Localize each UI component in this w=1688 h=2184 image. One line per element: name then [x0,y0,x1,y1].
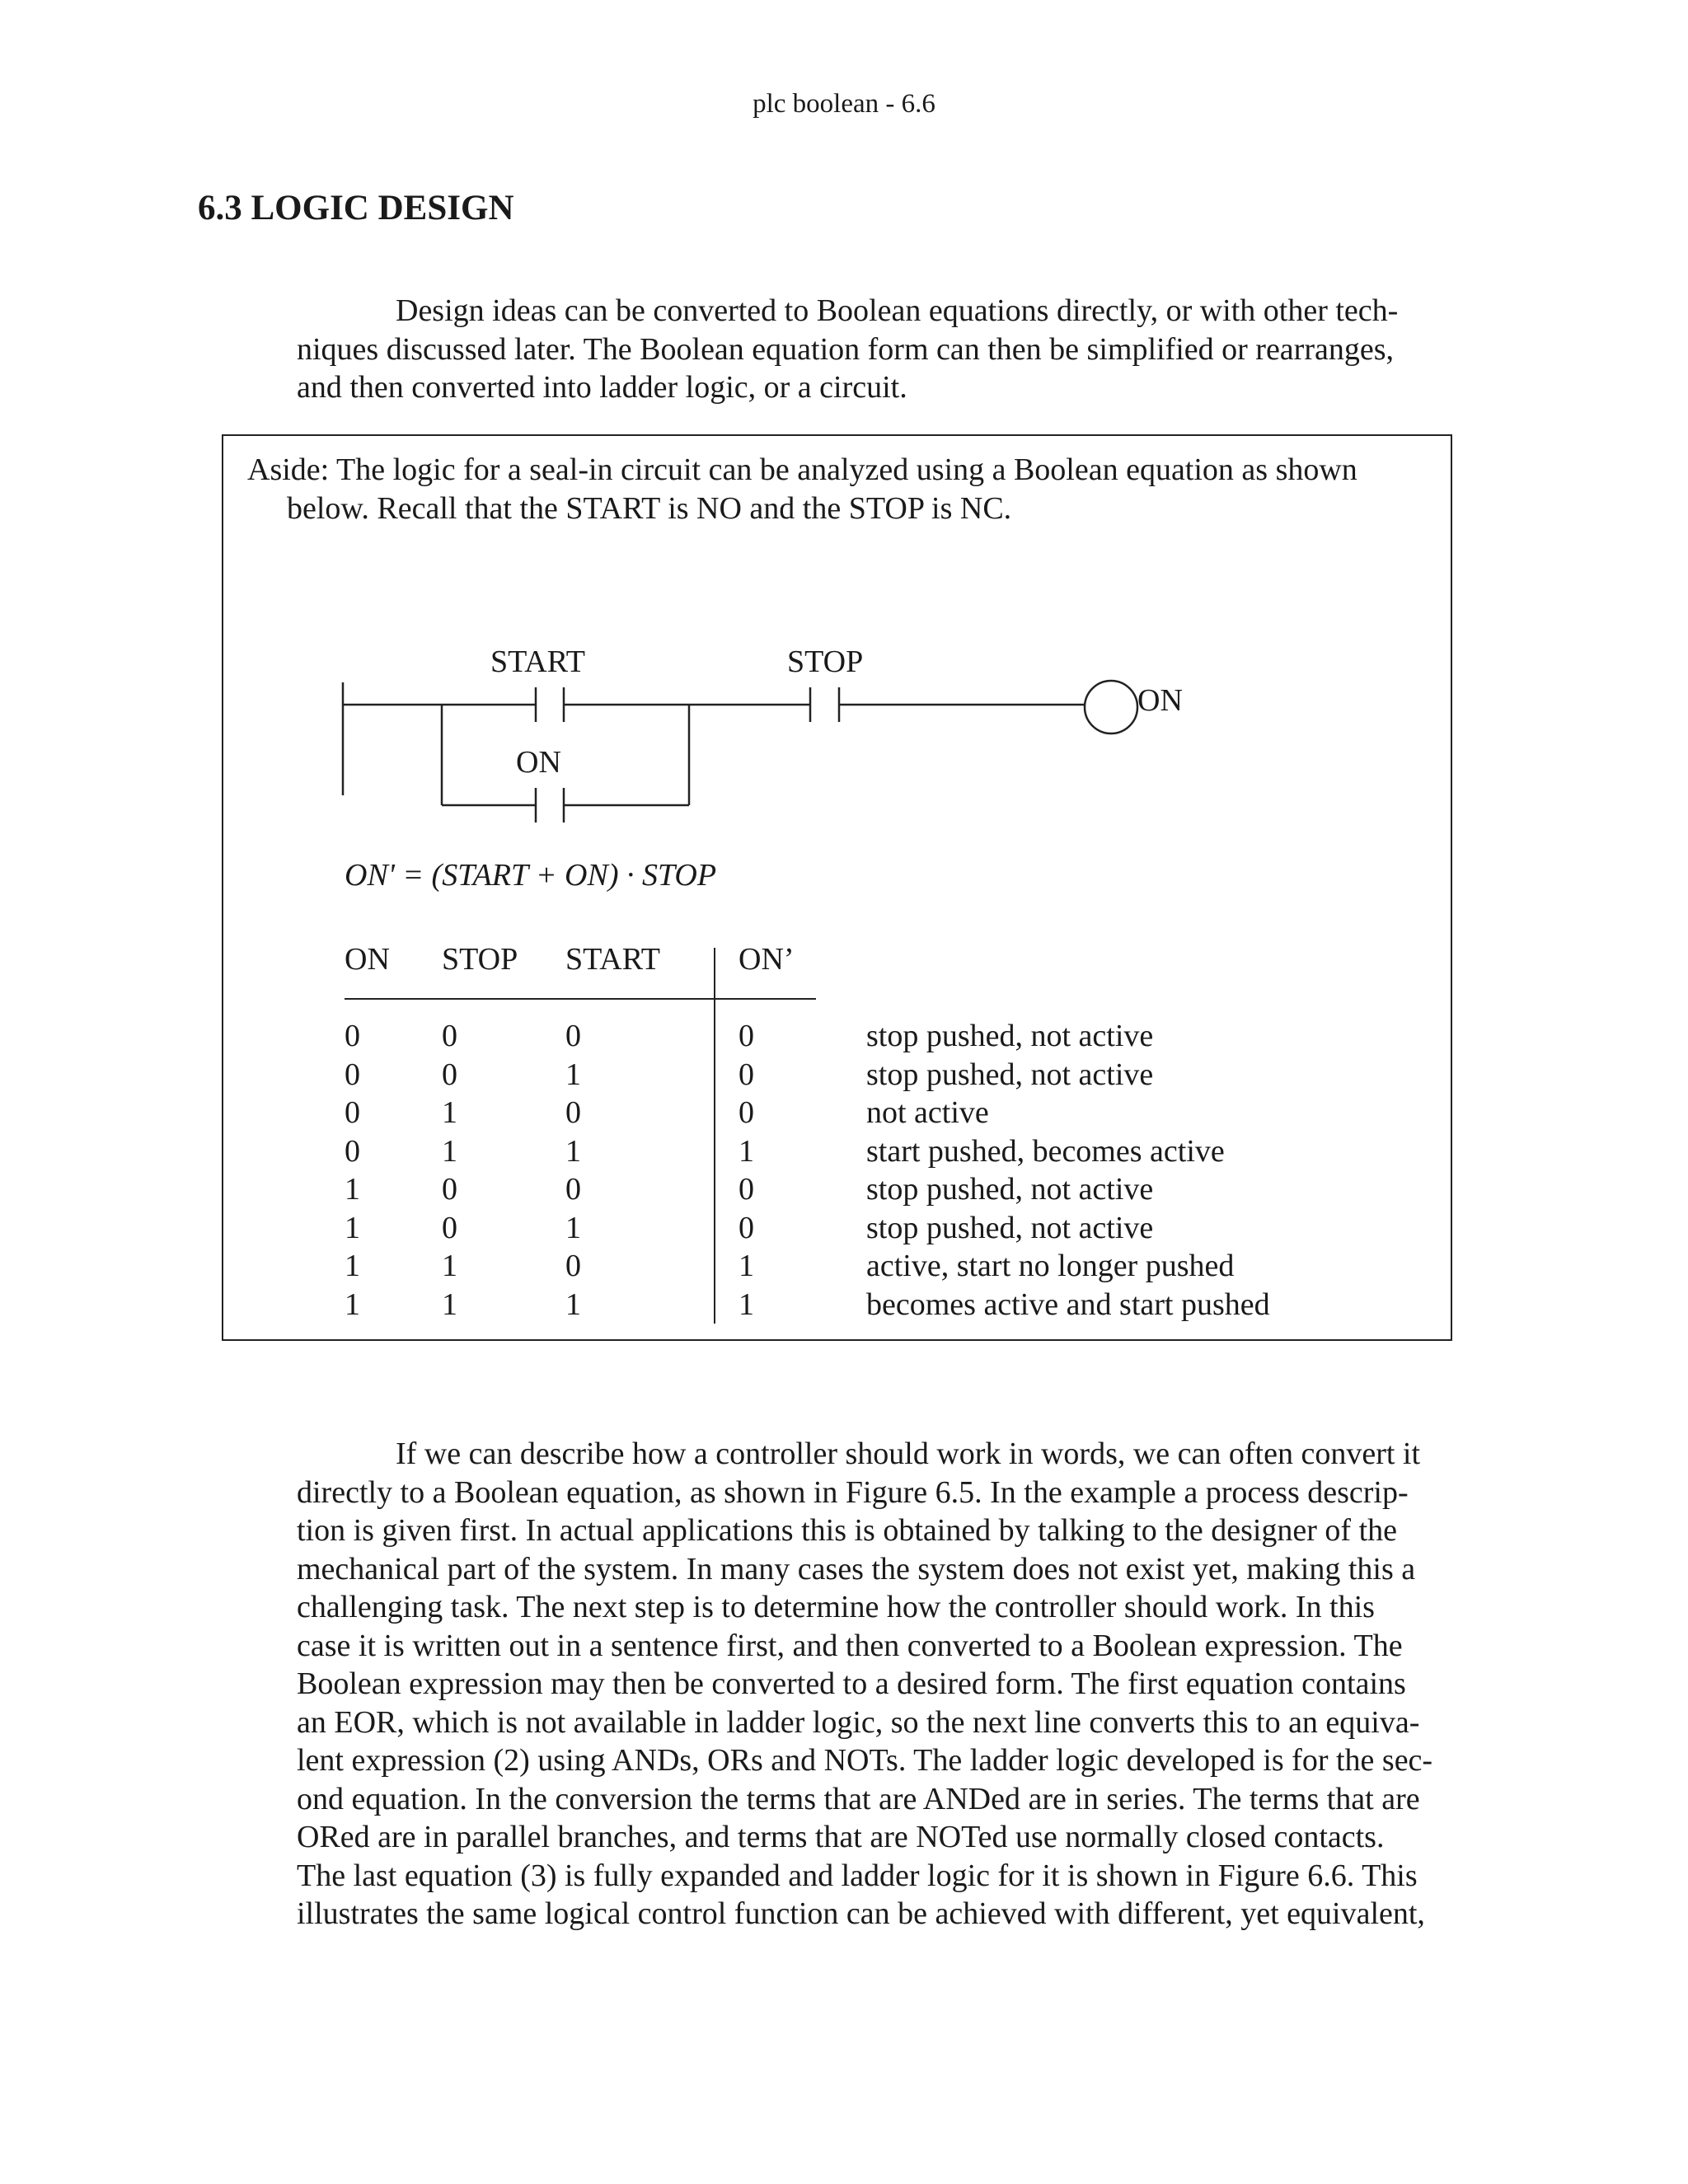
table-cell: 0 [345,1133,360,1169]
table-cell: 0 [565,1249,581,1283]
table-cell: 1 [345,1172,360,1207]
table-cell: 1 [565,1057,581,1092]
on-contact-label: ON [516,745,561,780]
table-column-notes [866,1017,1270,1324]
table-cell: 0 [345,1057,360,1092]
table-cell: 0 [738,1095,754,1130]
table-cell: 0 [442,1019,457,1053]
on-coil-icon [1085,681,1137,733]
table-cell: 0 [565,1019,581,1053]
table-note: becomes active and start pushed [866,1286,1270,1322]
stop-label: STOP [787,644,864,679]
start-label: START [490,644,586,679]
table-column-on-next [738,1017,754,1324]
table-note: active, start no longer pushed [866,1249,1235,1283]
table-note: stop pushed, not active [866,1210,1154,1245]
table-cell: 0 [442,1210,457,1245]
table-note: stop pushed, not active [866,1057,1154,1092]
body-line: mechanical part of the system. In many cases the system does not exist yet, making this a [297,1551,1416,1586]
table-header-on: ON [345,942,390,977]
aside-line: below. Recall that the START is NO and the STOP is NC. [287,490,1012,526]
table-cell: 1 [565,1210,581,1245]
page-header: plc boolean - 6.6 [753,89,935,119]
body-line: lent expression (2) using ANDs, ORs and NOTs. The ladder logic developed is for the sec- [297,1743,1433,1778]
body-line: challenging task. The next step is to determine how the controller should work. In this [297,1590,1375,1624]
intro-line: and then converted into ladder logic, or a circuit. [297,370,907,405]
table-note: not active [866,1095,989,1130]
body-line: case it is written out in a sentence first, and then converted to a Boolean expression. The [297,1628,1403,1663]
table-cell: 0 [565,1172,581,1207]
table-header-stop: STOP [442,942,518,977]
table-cell: 0 [442,1172,457,1207]
intro-line: niques discussed later. The Boolean equation form can then be simplified or rearranges, [297,331,1395,367]
table-cell: 1 [442,1249,457,1283]
table-cell: 1 [738,1249,754,1283]
table-note: start pushed, becomes active [866,1133,1225,1169]
table-column-start [565,1017,581,1324]
body-line: directly to a Boolean equation, as shown in Figure 6.5. In the example a process descrip- [297,1474,1409,1510]
table-column-stop [442,1017,457,1324]
table-cell: 1 [738,1286,754,1322]
table-cell: 1 [345,1249,360,1283]
table-note: stop pushed, not active [866,1172,1154,1207]
body-line: illustrates the same logical control function can be achieved with different, yet equivalent, [297,1896,1425,1931]
table-cell: 0 [738,1057,754,1092]
body-line: ond equation. In the conversion the terms that are ANDed are in series. The terms that are [297,1781,1420,1816]
table-header-on-next: ON’ [738,942,795,977]
table-cell: 0 [738,1172,754,1207]
table-cell: 1 [442,1286,457,1322]
body-line: The last equation (3) is fully expanded and ladder logic for it is shown in Figure 6.6. This [297,1858,1418,1893]
table-cell: 1 [565,1286,581,1322]
body-paragraph [297,1435,1500,1933]
table-cell: 0 [345,1019,360,1053]
table-column-on [345,1017,360,1324]
body-line: tion is given first. In actual applications this is obtained by talking to the designer of the [297,1513,1398,1548]
table-cell: 1 [442,1133,457,1169]
body-line: If we can describe how a controller should work in words, we can often convert it [396,1436,1421,1471]
aside-line: Aside: The logic for a seal-in circuit can be analyzed using a Boolean equation as shown [247,452,1357,487]
table-cell: 0 [738,1019,754,1053]
body-line: an EOR, which is not available in ladder logic, so the next line converts this to an equiva- [297,1704,1420,1740]
body-line: Boolean expression may then be converted to a desired form. The first equation contains [297,1666,1406,1701]
section-title: 6.3 LOGIC DESIGN [198,189,514,227]
table-note: stop pushed, not active [866,1019,1154,1053]
table-cell: 0 [565,1095,581,1130]
table-cell: 0 [738,1210,754,1245]
boolean-equation: ON' = (START + ON) · STOP [345,858,717,893]
coil-label: ON [1137,683,1183,718]
table-cell: 1 [738,1133,754,1169]
table-cell: 0 [442,1057,457,1092]
table-header-start: START [565,942,661,977]
table-cell: 1 [442,1095,457,1130]
table-divider-horizontal [345,998,816,1000]
table-divider-vertical [714,948,715,1324]
table-cell: 1 [345,1286,360,1322]
table-cell: 1 [565,1133,581,1169]
table-cell: 1 [345,1210,360,1245]
body-line: ORed are in parallel branches, and terms that are NOTed use normally closed contacts. [297,1820,1385,1854]
intro-line: Design ideas can be converted to Boolean equations directly, or with other tech- [396,293,1399,328]
table-cell: 0 [345,1095,360,1130]
